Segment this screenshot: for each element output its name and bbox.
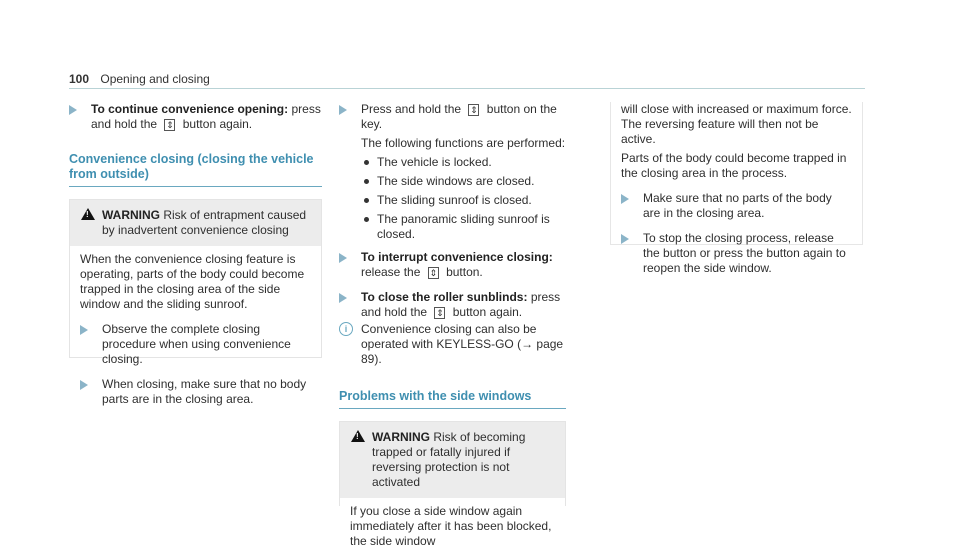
lock-key-icon: ⇕ xyxy=(436,308,444,318)
list-item: The vehicle is locked. xyxy=(361,155,566,170)
step-text: button on the key. xyxy=(361,102,557,131)
warning-triangle-icon: ! xyxy=(351,430,365,442)
header-rule xyxy=(69,88,865,89)
step-stop-closing xyxy=(621,231,852,276)
step-arrow-icon xyxy=(80,380,88,390)
warning-text: Risk of entrapment caused by inadvertent convenience closing xyxy=(102,208,307,237)
step-text: When closing, make sure that no body parts are in the closing area. xyxy=(102,377,307,406)
warning-label: WARNING xyxy=(372,430,430,444)
page-header xyxy=(69,72,210,86)
step-arrow-icon xyxy=(69,105,77,115)
warning-body xyxy=(340,498,565,549)
window-switch-icon: ⇕ xyxy=(166,120,174,130)
step-continue-opening xyxy=(69,102,322,132)
column-2 xyxy=(339,102,566,548)
step-arrow-icon xyxy=(621,234,629,244)
warning-label: WARNING xyxy=(102,208,160,222)
warning-body-text: When the convenience closing feature is operating, parts of the body could become trapped in the closing area of the side window and the sliding sunroof. xyxy=(80,252,305,311)
step-text: To stop the closing process, release the button or press the button again to reopen the side window. xyxy=(643,231,846,275)
step-text: Press and hold the xyxy=(361,102,462,116)
warning-header xyxy=(340,422,565,498)
step-intro: The following functions are performed: xyxy=(361,136,566,150)
step-bold-label: To close the roller sunblinds: xyxy=(361,290,528,304)
step-arrow-icon xyxy=(339,105,347,115)
warning-body xyxy=(70,246,321,417)
step-make-sure xyxy=(621,191,852,221)
step-arrow-icon xyxy=(339,253,347,263)
step-text: button again. xyxy=(182,117,253,131)
step-arrow-icon xyxy=(339,293,347,303)
list-item: The sliding sunroof is closed. xyxy=(361,193,566,208)
lock-key-icon: ⇕ xyxy=(470,105,478,115)
step-interrupt xyxy=(339,250,566,280)
step-text: Make sure that no parts of the body are in the closing area. xyxy=(643,191,832,220)
info-icon: i xyxy=(339,322,353,336)
step-text: button. xyxy=(446,265,483,279)
note-text: Convenience closing can also be operated with KEYLESS-GO (→ page 89). xyxy=(361,322,564,366)
step-arrow-icon xyxy=(621,194,629,204)
step-make-sure xyxy=(80,377,311,407)
section-header xyxy=(339,389,566,409)
step-text: press and hold the xyxy=(91,102,321,131)
warning-continuation-text: will close with increased or maximum force. The reversing feature will then not be active. xyxy=(621,102,852,146)
step-observe xyxy=(80,322,311,367)
warning-header xyxy=(70,200,321,246)
page-number: 100 xyxy=(69,72,90,86)
step-text: press and hold the xyxy=(361,290,561,319)
section-rule xyxy=(339,408,566,409)
step-bold-label: To continue convenience opening: xyxy=(91,102,289,116)
step-bold-label: To interrupt convenience closing: xyxy=(361,250,553,264)
column-3 xyxy=(610,102,863,275)
warning-text: Risk of becoming trapped or fatally injured if reversing protection is not activated xyxy=(372,430,526,489)
warning-continuation-text: Parts of the body could become trapped in the closing area in the process. xyxy=(621,151,847,180)
warning-box xyxy=(339,421,566,548)
warning-body-text: If you close a side window again immediately after it has been blocked, the side window xyxy=(350,504,552,548)
unlock-key-icon: ⇕ xyxy=(429,268,437,278)
section-rule xyxy=(69,186,322,187)
step-arrow-icon xyxy=(80,325,88,335)
step-text: button again. xyxy=(452,305,523,319)
step-roller-sunblinds xyxy=(339,290,566,320)
info-note xyxy=(339,322,566,367)
warning-triangle-icon: ! xyxy=(81,208,95,220)
list-item: The panoramic sliding sunroof is closed. xyxy=(361,212,566,242)
step-text: Observe the complete closing procedure when using convenience closing. xyxy=(102,322,291,366)
section-title: Opening and closing xyxy=(100,72,210,86)
step-text: release the xyxy=(361,265,421,279)
section-title: Problems with the side windows xyxy=(339,389,532,403)
warning-box xyxy=(69,199,322,406)
function-list xyxy=(361,155,566,242)
section-title-line2: from outside) xyxy=(69,167,149,181)
step-press-hold-key xyxy=(339,102,566,242)
column-1 xyxy=(69,102,322,406)
list-item: The side windows are closed. xyxy=(361,174,566,189)
section-header xyxy=(69,152,322,187)
section-title-line1: Convenience closing (closing the vehicle xyxy=(69,152,314,166)
warning-continuation-box xyxy=(610,102,863,275)
